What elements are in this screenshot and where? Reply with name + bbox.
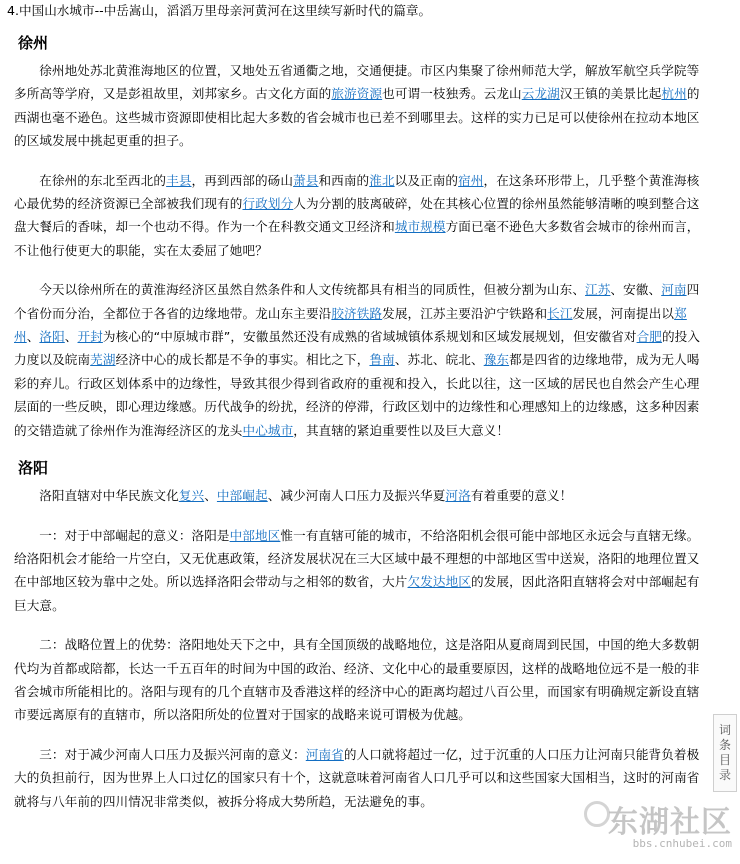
inline-link[interactable]: 淮北 [369, 172, 395, 188]
text-run: 徐州地处苏北黄淮海地区的位置，又地处五省通衢之地，交通便捷。市区内集聚了徐州师范大学，解放军航空兵学院等多所高等学府，又是彭祖故里，刘邦家乡。古文化方面的 [14, 63, 700, 102]
text-run: 二：战略位置上的优势：洛阳地处天下之中，具有全国顶级的战略地位，这是洛阳从夏商周到民国，中国的绝大多数朝代均为首都或陪都，长达一千五百年的时间为中国的政治、经济、文化中心的最重要原因，这样的战略地位远不是一般的非省会城市所能相比的。洛阳与现有的几个直辖市及香港这样的经济中心的距离均超过八百公里，而国家有明确规定新设直辖市要远离原有的直辖市，所以洛阳所处的位置对于国家的战略来说可谓极为优越。 [14, 637, 700, 723]
inline-link[interactable]: 鲁南 [369, 352, 395, 368]
text-run: 洛阳直辖对中华民族文化 [39, 488, 179, 504]
inline-link[interactable]: 胶济铁路 [331, 305, 383, 321]
text-run: 、苏北、皖北、 [394, 352, 484, 368]
inline-link[interactable]: 复兴 [178, 488, 205, 504]
inline-link[interactable]: 中心城市 [242, 422, 294, 438]
watermark-url: bbs.cnhubei.com [632, 837, 732, 850]
paragraph [14, 59, 708, 153]
toc-char: 录 [718, 768, 731, 782]
text-run: 惟一有直辖可能的城市，不给洛阳机会很可能中部地区永远会与直辖无缘。给洛阳机会才能给一片空白，又无优惠政策，经济发展状况在三大区域中最不理想的中部地区雪中送炭，洛阳的地理位置又在中部地区较为靠中之处。所以选择洛阳会带动与之相邻的数省，大片 [14, 527, 700, 590]
inline-link[interactable]: 丰县 [166, 172, 192, 188]
text-run: 有着重要的意义！ [470, 488, 573, 504]
text-run: 三：对于减少河南人口压力及振兴河南的意义： [39, 746, 306, 762]
inline-link[interactable]: 欠发达地区 [407, 574, 471, 590]
text-run: 、 [204, 488, 217, 504]
inline-link[interactable]: 旅游资源 [331, 86, 383, 102]
inline-link[interactable]: 行政划分 [242, 196, 294, 212]
text-run: 的人口就将超过一亿，过于沉重的人口压力让河南只能背负着极大的负担前行，因为世界上人口过亿的国家只有十个，这就意味着河南省人口几乎可以和这些国家大国相当，这时的河南省就将与八年前的四川情况非常类似，被拆分将成大势所趋，无法避免的事。 [14, 746, 700, 809]
inline-link[interactable]: 城市规模 [394, 219, 446, 235]
text-run: 在徐州的东北至西北的 [39, 172, 167, 188]
paragraph [14, 278, 708, 442]
inline-link[interactable]: 云龙湖 [521, 86, 560, 102]
text-run: 为核心的“中原城市群”，安徽虽然还没有成熟的省域城镇体系规划和区域发展规划，但安徽省对 [102, 329, 637, 345]
text-run: 方面已毫不逊色大多数省会城市的徐州而言，不让他行使更大的职能，实在太委屈了她吧？ [14, 219, 700, 258]
toc-char: 目 [718, 753, 731, 767]
text-run: ，在这条环形带上，几乎整个黄淮海核心最优势的经济资源已全部被我们现有的 [14, 172, 700, 212]
text-run: 发展，江苏主要沿沪宁铁路和 [382, 305, 548, 321]
watermark [608, 797, 732, 850]
text-run: 、 [26, 329, 40, 345]
toc-char: 词 [718, 723, 731, 737]
inline-link[interactable]: 河洛 [445, 488, 471, 504]
inline-link[interactable]: 洛阳 [39, 329, 65, 345]
inline-link[interactable]: 中部地区 [229, 527, 281, 543]
text-run: 都是四省的边缘地带，成为无人喝彩的弃儿。行政区划体系中的边缘性，导致其很少得到省政府的重视和投入，长此以往，这一区域的居民也自然会产生心理层面的一些反映，即心理边缘感。历代战争的纷扰，经济的停滞，行政区划中的边缘性和心理感知上的边缘感，这多种因素的交错造就了徐州作为淮海经济区的龙头 [14, 352, 700, 438]
inline-link[interactable]: 杭州 [661, 86, 687, 102]
inline-link[interactable]: 郑州 [14, 305, 687, 345]
text-run: 四个省份而分治，全都位于各省的边缘地带。龙山东主要沿 [14, 282, 700, 321]
paragraph [14, 484, 708, 507]
inline-link[interactable]: 合肥 [636, 329, 662, 345]
watermark-logo-icon [584, 801, 610, 827]
text-run: 经济中心的成长都是不争的事实。相比之下， [115, 352, 370, 368]
paragraph [14, 169, 708, 263]
text-run: 、减少河南人口压力及振兴华夏 [267, 488, 446, 504]
text-run: 人为分割的肢离破碎，处在其核心位置的徐州虽然能够清晰的嗅到整合这盘大餐后的香味，却一个也动不得。作为一个在科教交通文卫经济和 [14, 196, 700, 235]
inline-link[interactable]: 中部崛起 [216, 488, 268, 504]
text-run: 、 [64, 329, 78, 345]
text-run: 发展，河南提出以 [572, 305, 675, 321]
inline-link[interactable]: 宿州 [458, 172, 484, 188]
text-run: 也可谓一枝独秀。云龙山 [382, 86, 522, 102]
inline-link[interactable]: 开封 [77, 329, 103, 345]
inline-link[interactable]: 芜湖 [90, 352, 116, 368]
intro-line: 4.中国山水城市--中岳嵩山，滔滔万里母亲河黄河在这里续写新时代的篇章。 [7, 3, 432, 18]
text-run: 的投入力度以及皖南 [14, 329, 701, 368]
paragraph [14, 633, 708, 727]
text-run: ，再到西部的砀山 [191, 172, 294, 188]
watermark-title: 东湖社区 [608, 805, 732, 840]
text-run: 以及正南的 [394, 172, 459, 188]
inline-link[interactable]: 豫东 [483, 352, 510, 368]
inline-link[interactable]: 河南 [661, 282, 687, 298]
inline-link[interactable]: 萧县 [293, 172, 319, 188]
text-run: 、安徽、 [610, 282, 662, 298]
text-run: 和西南的 [318, 172, 370, 188]
text-run: 的西湖也毫不逊色。这些城市资源即使相比起大多数的省会城市也已差不到哪里去。这样的实力已足可以使徐州在拉动本地区的区域发展中挑起更重的担子。 [14, 86, 700, 149]
directory-toggle-button[interactable] [713, 714, 737, 792]
section-title-luoyang: 洛阳 [18, 459, 49, 478]
text-run: 今天以徐州所在的黄淮海经济区虽然自然条件和人文传统都具有相当的同质性，但被分割为山东、 [39, 282, 586, 298]
text-run: ，其直辖的紧迫重要性以及巨大意义！ [293, 422, 510, 438]
inline-link[interactable]: 长江 [547, 305, 573, 321]
section-title-xuzhou: 徐州 [18, 34, 49, 52]
text-run: 汉王镇的美景比起 [559, 86, 662, 102]
text-run: 的发展，因此洛阳直辖将会对中部崛起有巨大意。 [14, 574, 700, 613]
toc-char: 条 [718, 738, 731, 752]
text-run: 一：对于中部崛起的意义：洛阳是 [39, 527, 230, 543]
inline-link[interactable]: 河南省 [305, 746, 344, 762]
paragraph [14, 524, 708, 618]
inline-link[interactable]: 江苏 [585, 282, 611, 298]
